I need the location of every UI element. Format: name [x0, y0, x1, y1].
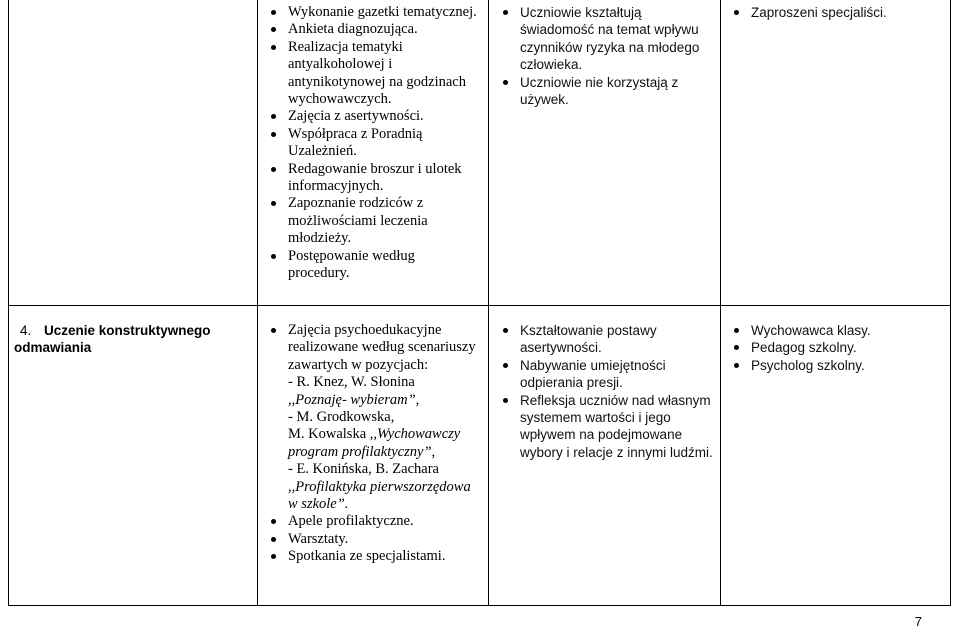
- row2-activities-more: [262, 513, 484, 565]
- list-item: Uczniowie nie korzystają z używek.: [494, 74, 680, 109]
- list-item: Psycholog szkolny.: [725, 357, 947, 374]
- row1-activities-cell: [262, 4, 484, 283]
- row-separator: [8, 305, 951, 306]
- list-item: Uczniowie kształtują świadomość na temat wpływu czynników ryzyka na młodego człowieka.: [494, 4, 710, 74]
- reference-title: ,,Poznaję- wybieram”,: [288, 391, 420, 408]
- row2-effects-list: [494, 322, 716, 461]
- list-item: Nabywanie umiejętności odpierania presji.: [494, 357, 705, 392]
- reference-author: - M. Grodkowska,: [288, 409, 395, 426]
- reference-title: M. Kowalska ,,Wychowawczy program profilaktyczny”,: [288, 426, 461, 460]
- list-item: Postępowanie według procedury.: [262, 248, 428, 283]
- list-item: Realizacja tematyki antyalkoholowej i antynikotynowej na godzinach wychowawczych.: [262, 39, 468, 109]
- reference-title: ,,Profilaktyka pierwszorzędowa w szkole”.: [288, 478, 471, 513]
- row1-people-list: [725, 4, 947, 21]
- row1-people-cell: [725, 4, 947, 21]
- row1-effects-list: [494, 4, 716, 108]
- page-number: 7: [914, 614, 922, 629]
- list-item: Współpraca z Poradnią Uzależnień.: [262, 126, 448, 161]
- table-divider-2: [488, 0, 489, 606]
- table-border-left: [8, 0, 9, 606]
- reference-1: [262, 374, 484, 409]
- list-item: Refleksja uczniów nad własnym systemem wartości i jego wpływem na podejmowane wybory i relacje z innymi ludźmi.: [494, 392, 720, 462]
- row2-effects-cell: [494, 322, 716, 461]
- row2-activities-cell: [262, 322, 484, 566]
- row-number: 4.: [20, 323, 32, 338]
- list-item: Zaproszeni specjaliści.: [725, 4, 947, 21]
- list-item: Ankieta diagnozująca.: [262, 21, 484, 38]
- row2-people-cell: [725, 322, 947, 374]
- list-item: Apele profilaktyczne.: [262, 513, 484, 530]
- list-item: Wykonanie gazetki tematycznej.: [262, 4, 484, 21]
- list-item: Wychowawca klasy.: [725, 322, 947, 339]
- table-divider-3: [720, 0, 721, 606]
- list-item: Spotkania ze specjalistami.: [262, 548, 484, 565]
- reference-author: - E. Konińska, B. Zachara: [288, 461, 439, 478]
- reference-2: [262, 409, 484, 461]
- row2-topic-cell: [14, 322, 252, 357]
- row2-people-list: [725, 322, 947, 374]
- list-item: Warsztaty.: [262, 531, 484, 548]
- table-divider-1: [257, 0, 258, 606]
- row1-effects-cell: [494, 4, 716, 108]
- topic-title: Uczenie konstruktywnego odmawiania: [14, 323, 211, 356]
- row1-activities-list: [262, 4, 484, 283]
- list-item: Zajęcia z asertywności.: [262, 108, 484, 125]
- list-item: Zajęcia psychoedukacyjne realizowane według scenariuszy zawartych w pozycjach:: [262, 322, 488, 374]
- list-item: Zapoznanie rodziców z możliwościami leczenia młodzieży.: [262, 195, 458, 247]
- list-item: Pedagog szkolny.: [725, 339, 947, 356]
- list-item: Kształtowanie postawy asertywności.: [494, 322, 700, 357]
- list-item: Redagowanie broszur i ulotek informacyjnych.: [262, 161, 478, 196]
- table-border-bottom: [8, 605, 951, 606]
- reference-3: [262, 461, 484, 513]
- reference-author: - R. Knez, W. Słonina: [288, 374, 415, 391]
- row2-activities-list: [262, 322, 484, 374]
- table-border-right: [950, 0, 951, 606]
